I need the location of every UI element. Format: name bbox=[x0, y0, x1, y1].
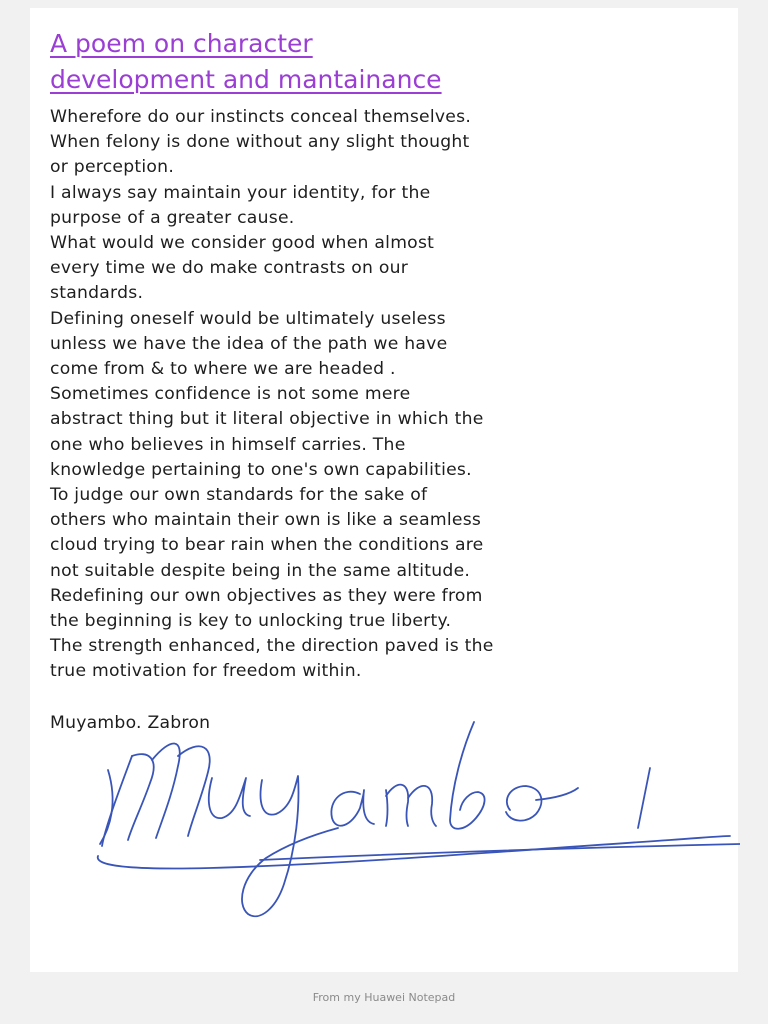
poem-line: come from & to where we are headed . bbox=[50, 359, 396, 380]
poem-line: or perception. bbox=[50, 157, 175, 178]
poem-line: knowledge pertaining to one's own capabilities. bbox=[50, 459, 472, 480]
note-title-line-1: A poem on character bbox=[50, 29, 313, 58]
poem-line: purpose of a greater cause. bbox=[50, 207, 295, 228]
poem-line: not suitable despite being in the same altitude. bbox=[50, 560, 471, 581]
handwritten-signature bbox=[90, 708, 740, 938]
poem-line: Sometimes confidence is not some mere bbox=[50, 384, 411, 405]
poem-line: one who believes in himself carries. The bbox=[50, 434, 406, 455]
poem-line: Wherefore do our instincts conceal themselves. bbox=[50, 107, 472, 127]
poem-body bbox=[50, 105, 740, 685]
poem-line: I always say maintain your identity, for the bbox=[50, 182, 431, 203]
poem-line: What would we consider good when almost bbox=[50, 233, 435, 254]
poem-line: Redefining our own objectives as they were from bbox=[50, 585, 483, 606]
footer-source-label: From my Huawei Notepad bbox=[312, 991, 456, 1004]
poem-line: Defining oneself would be ultimately useless bbox=[50, 308, 446, 329]
poem-line: The strength enhanced, the direction paved is the bbox=[50, 636, 494, 657]
note-title-link[interactable] bbox=[50, 26, 710, 98]
poem-line: others who maintain their own is like a seamless bbox=[50, 510, 482, 531]
note-title-line-2: development and mantainance bbox=[50, 65, 442, 94]
poem-line: unless we have the idea of the path we have bbox=[50, 333, 448, 354]
poem-line: true motivation for freedom within. bbox=[50, 661, 362, 682]
poem-line: When felony is done without any slight thought bbox=[50, 132, 470, 153]
poem-line: every time we do make contrasts on our bbox=[50, 258, 409, 279]
poem-line: standards. bbox=[50, 283, 144, 304]
poem-line: the beginning is key to unlocking true liberty. bbox=[50, 611, 452, 632]
note-page bbox=[30, 8, 738, 972]
poem-line: abstract thing but it literal objective in which the bbox=[50, 409, 484, 430]
author-name: Muyambo. Zabron bbox=[50, 713, 211, 733]
poem-line: To judge our own standards for the sake of bbox=[50, 485, 428, 506]
poem-line: cloud trying to bear rain when the conditions are bbox=[50, 535, 484, 556]
